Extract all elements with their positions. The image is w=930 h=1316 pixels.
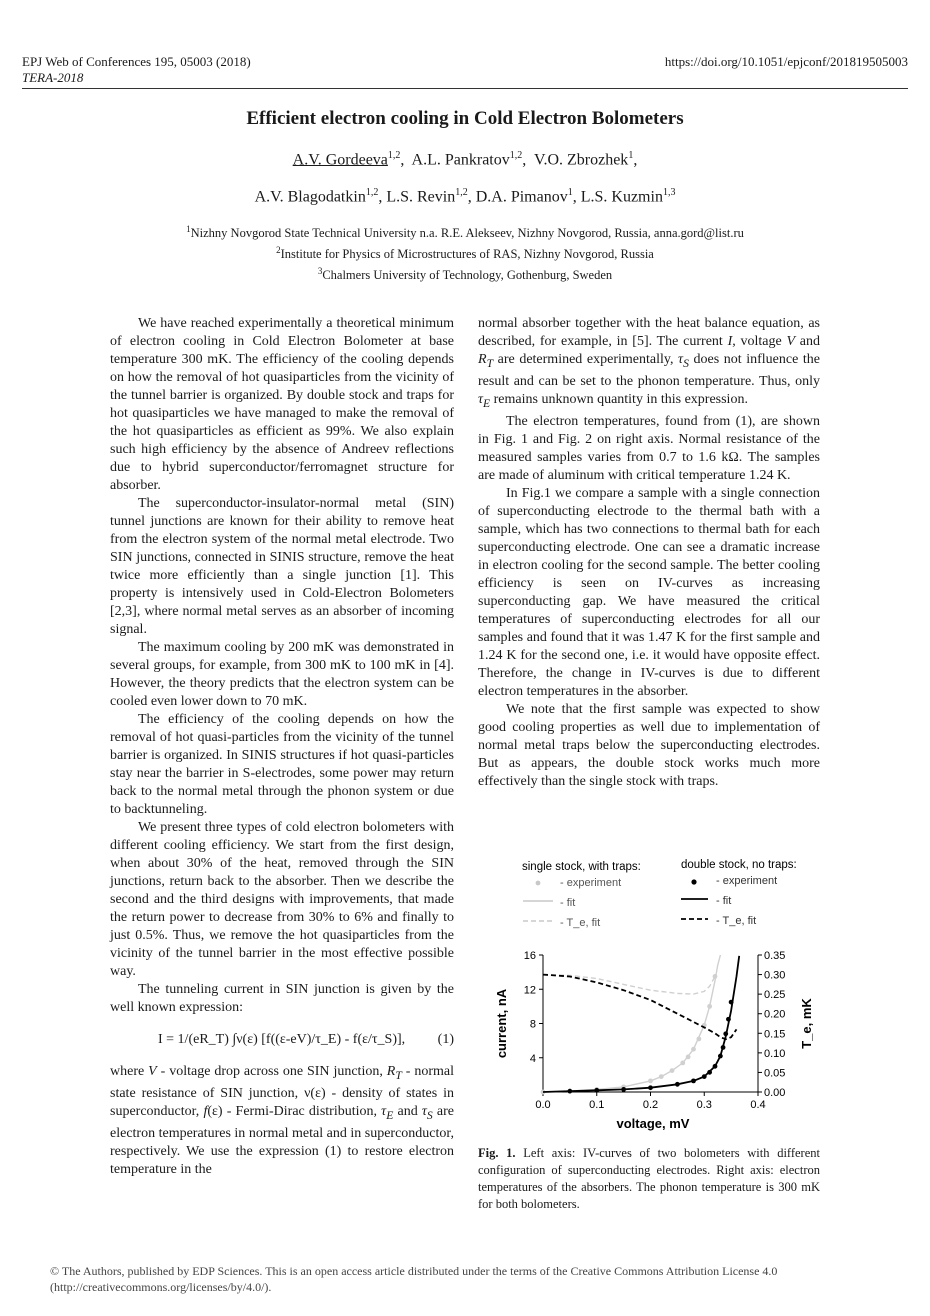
paragraph-first-sample: We note that the first sample was expected to show good cooling properties as well due to implementation of normal metal traps below the superconducting electrodes. But as appears, the double stock works much more effectively than the single stock with traps. xyxy=(478,701,820,789)
affiliation-3 xyxy=(0,263,930,284)
y-tick-label: 16 xyxy=(523,950,536,962)
author-affiliation-mark: 1,2 xyxy=(455,187,468,198)
legend-group-1-title: single stock, with traps: xyxy=(522,861,641,873)
legend-marker-point xyxy=(536,881,541,886)
y-tick-label: 12 xyxy=(523,984,536,997)
author-affiliation-mark: 1,3 xyxy=(662,187,676,198)
paragraph-tunneling-intro: The tunneling current in SIN junction is given by the well known expression: xyxy=(110,982,454,1015)
legend-group-2-item: - experiment xyxy=(716,875,778,887)
paragraph-electron-temps: The electron temperatures, found from (1), are shown in Fig. 1 and Fig. 2 on right axis. Normal resistance of the measured samples varies from 0.7 to 1.6 kΩ. The samples are made of aluminum with critical temperature 1.24 K. xyxy=(478,413,820,483)
affiliation-mark: 3 xyxy=(317,266,323,277)
author-separator: , xyxy=(400,151,412,169)
author-separator: , xyxy=(633,151,638,169)
left-column xyxy=(110,315,454,1179)
legend-group-2-item: - T_e, fit xyxy=(716,915,757,927)
affiliation-1 xyxy=(0,221,930,242)
affiliation-text: Institute for Physics of Microstructures of RAS, Nizhny Novgorod, Russia xyxy=(280,247,654,262)
x-tick-label: 0.3 xyxy=(696,1099,712,1111)
paragraph-sin-junctions: The superconductor-insulator-normal metal (SIN) tunnel junctions are known for their ability to remove heat from the electron system of the normal metal electrode. Two SIN junctions, connected in SINIS structure, remove the heat twice more efficiently than a single junction [1]. This property is intensively used in Cold-Electron Bolometers [2,3], where normal metal serves as an absorber of incoming signal. xyxy=(110,496,454,637)
y2-axis-label: T_e, mK xyxy=(799,998,814,1049)
paragraph-abstract: We have reached experimentally a theoretical minimum of electron cooling in Cold Electron Bolometer at base temperature 300 mK. The efficiency of the cooling depends on how the removal of hot quasiparticles from the vicinity of the tunnel barrier is organized. By double stock and traps for hot quasiparticles we have managed to make the removal of the hot quasiparticles as efficient as 99%. We also explain such high efficiency by the absence of Andreev reflections due to hybrid superconductor/ferromagnet structure for absorber. xyxy=(110,316,454,493)
affiliation-text: Chalmers University of Technology, Gothenburg, Sweden xyxy=(322,268,613,283)
series-2-line xyxy=(543,975,715,995)
y-tick-label: 8 xyxy=(529,1018,536,1031)
right-column xyxy=(478,315,820,791)
y2-tick-label: 0.10 xyxy=(764,1047,786,1060)
paper-title: Efficient electron cooling in Cold Electron Bolometers xyxy=(246,108,684,129)
author-name: V.O. Zbrozhek xyxy=(533,151,629,169)
paragraph-three-types: We present three types of cold electron bolometers with different cooling efficiency. We start from the first design, when about 30% of the heat, removed through the SIN junctions, return back to the absorber. Then we describe the second and the third designs with improvements, that made the return power to decrease from 30% to 6% and finally to just 0.5%. Thus, we remove the hot quasiparticles from the vicinity of the tunnel barrier in the most effective possible way. xyxy=(110,820,454,979)
series-4-line xyxy=(543,956,739,1092)
affiliations xyxy=(0,221,930,284)
y2-tick-label: 0.15 xyxy=(764,1028,786,1041)
equation-number: (1) xyxy=(437,1032,454,1047)
author-affiliation-mark: 1 xyxy=(628,150,634,161)
author-name: D.A. Pimanov xyxy=(475,188,568,206)
figure-1-caption: Fig. 1. Left axis: IV-curves of two bolometers with different configuration of superconducting electrodes. Right axis: electron temperatures of the absorbers. The phonon temperature is 300 mK for both bolometers. xyxy=(478,1146,820,1211)
header-rule xyxy=(22,88,908,89)
author-affiliation-mark: 1,2 xyxy=(387,150,401,161)
x-tick-label: 0.0 xyxy=(535,1099,551,1111)
author-separator: , xyxy=(467,188,476,206)
author-name: L.S. Revin xyxy=(386,188,456,206)
affiliation-mark: 2 xyxy=(276,245,281,256)
license-line-2: (http://creativecommons.org/licenses/by/4.0/). xyxy=(50,1280,272,1294)
y2-tick-label: 0.20 xyxy=(764,1008,786,1021)
doi-link[interactable]: https://doi.org/10.1051/epjconf/201819505003 xyxy=(664,54,908,69)
journal-reference: EPJ Web of Conferences 195, 05003 (2018) xyxy=(22,54,251,69)
authors-line-1 xyxy=(0,150,930,169)
author-separator: , xyxy=(572,188,581,206)
x-tick-label: 0.1 xyxy=(589,1099,605,1111)
equation-1 xyxy=(110,1031,454,1049)
y2-tick-label: 0.00 xyxy=(764,1087,786,1099)
x-axis-label: voltage, mV xyxy=(616,1116,690,1131)
author-name: A.V. Gordeeva xyxy=(292,151,388,169)
paragraph-equation-terms: where V - voltage drop across one SIN junction, $R_T$ - normal state resistance of SIN junction, ν(ε) - density of states in superconductor, f(ε) - Fermi-Dirac distribution, $\tau_E$ and $\tau_S$ are electron temperatures in normal metal and in superconductor, respectively. We use the expression (1) to restore electron temperature in the xyxy=(110,1064,455,1177)
paragraph-max-cooling: The maximum cooling by 200 mK was demonstrated in several groups, for example, from 300 mK to 100 mK in [4]. However, the theory predicts that the electron system can be cooled even lower down to 70 mK. xyxy=(110,640,454,709)
y2-tick-label: 0.25 xyxy=(764,989,786,1002)
affiliation-2 xyxy=(0,242,930,263)
legend-group-2-title: double stock, no traps: xyxy=(681,859,797,871)
y-tick-label: 4 xyxy=(529,1052,536,1065)
legend-group-1-item: - T_e, fit xyxy=(560,917,601,929)
paragraph-efficiency: The efficiency of the cooling depends on how the removal of hot quasi-particles from the vicinity of the tunnel barrier is organized. In SINIS structures if hot quasi-particles stay near the barrier in S-electrodes, some power may return back to the normal metal through the phonon system or due to backtunneling. xyxy=(110,712,454,817)
author-affiliation-mark: 1,2 xyxy=(509,150,523,161)
legend-group-1-item: - fit xyxy=(560,897,576,909)
affiliation-mark: 1 xyxy=(186,224,191,234)
legend-marker-point xyxy=(691,879,696,884)
y2-tick-label: 0.30 xyxy=(764,969,786,982)
legend-group-2-item: - fit xyxy=(716,895,732,907)
author-name: A.L. Pankratov xyxy=(411,151,510,169)
y2-tick-label: 0.35 xyxy=(764,950,786,962)
x-tick-label: 0.4 xyxy=(750,1099,766,1111)
author-affiliation-mark: 1,2 xyxy=(365,187,379,198)
license-footer xyxy=(50,1263,880,1295)
conference-name: TERA-2018 xyxy=(22,70,84,85)
author-separator: , xyxy=(522,151,534,169)
author-name: A.V. Blagodatkin xyxy=(254,188,366,206)
affiliation-text: Nizhny Novgorod State Technical University n.a. R.E. Alekseev, Nizhny Novgorod, Russia, anna.gord@list.ru xyxy=(190,226,744,241)
author-separator: , xyxy=(378,188,387,206)
paragraph-fig1-compare: In Fig.1 we compare a sample with a single connection of superconducting electrode to the thermal bath with a sample, which has two connections to thermal bath for each superconducting electrode. One can see a dramatic increase in electron cooling for the second sample. The better cooling efficiency is seen on IV-curves as increasing superconducting gap. We have measured the critical temperatures of superconducting electrodes for all our samples and found that it was 1.47 K for the first sample and 1.24 K for the second one, i.e. it would have opposite effect. Therefore, the change in IV-curves is due to different electron temperatures in the absorber. xyxy=(478,485,820,699)
x-tick-label: 0.2 xyxy=(642,1099,659,1111)
figure-1-chart xyxy=(478,852,828,1142)
y-axis-label: current, nA xyxy=(494,988,509,1059)
legend-group-1-item: - experiment xyxy=(560,877,622,889)
license-line-1: © The Authors, published by EDP Sciences. This is an open access article distributed under the terms of the Creative Commons Attribution License 4.0 xyxy=(50,1264,778,1278)
author-name: L.S. Kuzmin xyxy=(580,188,663,206)
authors-line-2 xyxy=(0,187,930,206)
paragraph-heat-balance: normal absorber together with the heat balance equation, as described, for example, in [5]. The current I, voltage V and $R_T$ are determined experimentally, $\tau_S$ does not influence the result and can be set to the phonon temperature. Thus, only $\tau_E$ remains unknown quantity in this expression. xyxy=(478,316,821,410)
y2-tick-label: 0.05 xyxy=(764,1067,786,1080)
author-affiliation-mark: 1 xyxy=(567,187,573,198)
equation-body: I = 1/(eR_T) ∫ν(ε) [f((ε-eV)/τ_E) - f(ε/τ_S)], xyxy=(158,1032,406,1047)
